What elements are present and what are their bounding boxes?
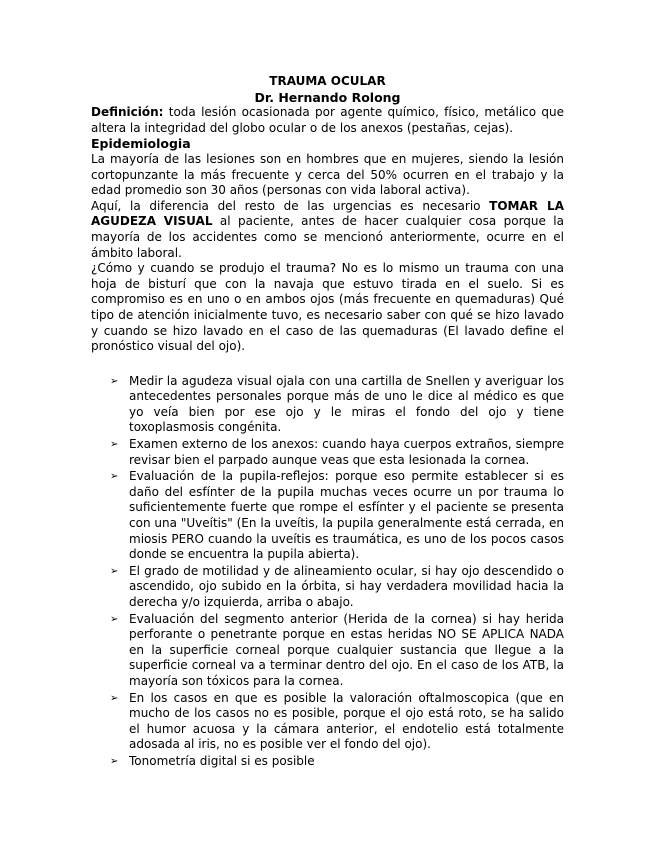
epidemiology-paragraph-2 xyxy=(91,199,564,261)
list-item-text: Tonometría digital si es posible xyxy=(129,753,315,768)
list-item xyxy=(91,437,564,468)
definition-label: Definición: xyxy=(91,105,164,120)
list-item xyxy=(91,691,564,753)
arrow-bullet-icon: ➢ xyxy=(110,565,119,577)
list-item-text: Medir la agudeza visual ojala con una cartilla de Snellen y averiguar los antecedentes personales porque más de uno le dice al médico es que yo veía bien por ese ojo y le miras el fondo del ojo y tiene toxoplasmosis congénita. xyxy=(129,373,564,435)
list-item-text: Examen externo de los anexos: cuando haya cuerpos extraños, siempre revisar bien el parpado aunque veas que esta lesionada la cornea. xyxy=(129,437,564,467)
epidemiology-heading: Epidemiologia xyxy=(91,136,191,152)
list-item xyxy=(91,754,564,770)
list-item-text: Evaluación de la pupila-reflejos: porque eso permite establecer si es daño del esfínter de la pupila muchas veces ocurre un por trauma lo suficientemente fuerte que rompe el esfínter y el paciente se presenta con una "Uveítis" (En la uveítis, la pupila generalmente está cerrada, en miosis PERO cuando la uveítis es traumática, es uno de los pocos casos donde se encuentra la pupila abierta). xyxy=(129,469,564,562)
arrow-bullet-icon: ➢ xyxy=(110,471,119,483)
arrow-bullet-icon: ➢ xyxy=(110,613,119,625)
exam-steps-list xyxy=(91,374,564,770)
arrow-bullet-icon: ➢ xyxy=(110,755,119,767)
arrow-bullet-icon: ➢ xyxy=(110,692,119,704)
paragraph-2-emphasis: TOMAR LA AGUDEZA VISUAL xyxy=(91,198,564,229)
list-item xyxy=(91,374,564,436)
list-item-text: Evaluación del segmento anterior (Herida de la cornea) si hay herida perforante o penetrante porque en estas heridas NO SE APLICA NADA en la superficie corneal porque cualquier sustancia que llegue a la superficie corneal va a terminar dentro del ojo. En el caso de los ATB, la mayoría son tóxicos para la cornea. xyxy=(129,611,564,688)
definition-text: toda lesión ocasionada por agente químico, físico, metálico que altera la integridad del globo ocular o de los anexos (pestañas, cejas). xyxy=(91,105,564,135)
document-page xyxy=(91,74,564,771)
arrow-bullet-icon: ➢ xyxy=(110,375,119,387)
list-item xyxy=(91,564,564,611)
list-item xyxy=(91,469,564,563)
list-item-text: En los casos en que es posible la valoración oftalmoscopica (que en mucho de los casos no es posible, porque el ojo está roto, se ha salido el humor acuosa y la cámara anterior, el endotelio está totalmente adosada al iris, no es posible ver el fondo del ojo). xyxy=(129,690,564,752)
epidemiology-paragraph-3: ¿Cómo y cuando se produjo el trauma? No es lo mismo un trauma con una hoja de bisturí que con la navaja que estuvo tirada en el suelo. Si es compromiso es en uno o en ambos ojos (más frecuente en quemaduras) Qué tipo de atención inicialmente tuvo, es necesario saber con qué se hizo lavado y cuando se hizo lavado en el caso de las quemaduras (El lavado define el pronóstico visual del ojo). xyxy=(91,261,564,354)
list-item xyxy=(91,612,564,690)
document-author: Dr. Hernando Rolong xyxy=(254,89,401,105)
arrow-bullet-icon: ➢ xyxy=(110,439,119,451)
epidemiology-paragraph-1: La mayoría de las lesiones son en hombres que en mujeres, siendo la lesión cortopunzante la más frecuente y cerca del 50% ocurren en el trabajo y la edad promedio son 30 años (personas con vida laboral activa). xyxy=(91,151,564,198)
paragraph-2-text-start: Aquí, la diferencia del resto de las urgencias es necesario xyxy=(91,198,490,213)
definition-paragraph xyxy=(91,105,564,136)
list-item-text: El grado de motilidad y de alineamiento ocular, si hay ojo descendido o ascendido, ojo subido en la órbita, si hay verdadera movilidad hacia la derecha y/o izquierda, arriba o abajo. xyxy=(129,563,564,609)
document-title: TRAUMA OCULAR xyxy=(269,74,386,88)
paragraph-2-text-end: al paciente, antes de hacer cualquier cosa porque la mayoría de los accidentes como se mencionó anteriormente, ocurre en el ámbito laboral. xyxy=(91,214,564,260)
